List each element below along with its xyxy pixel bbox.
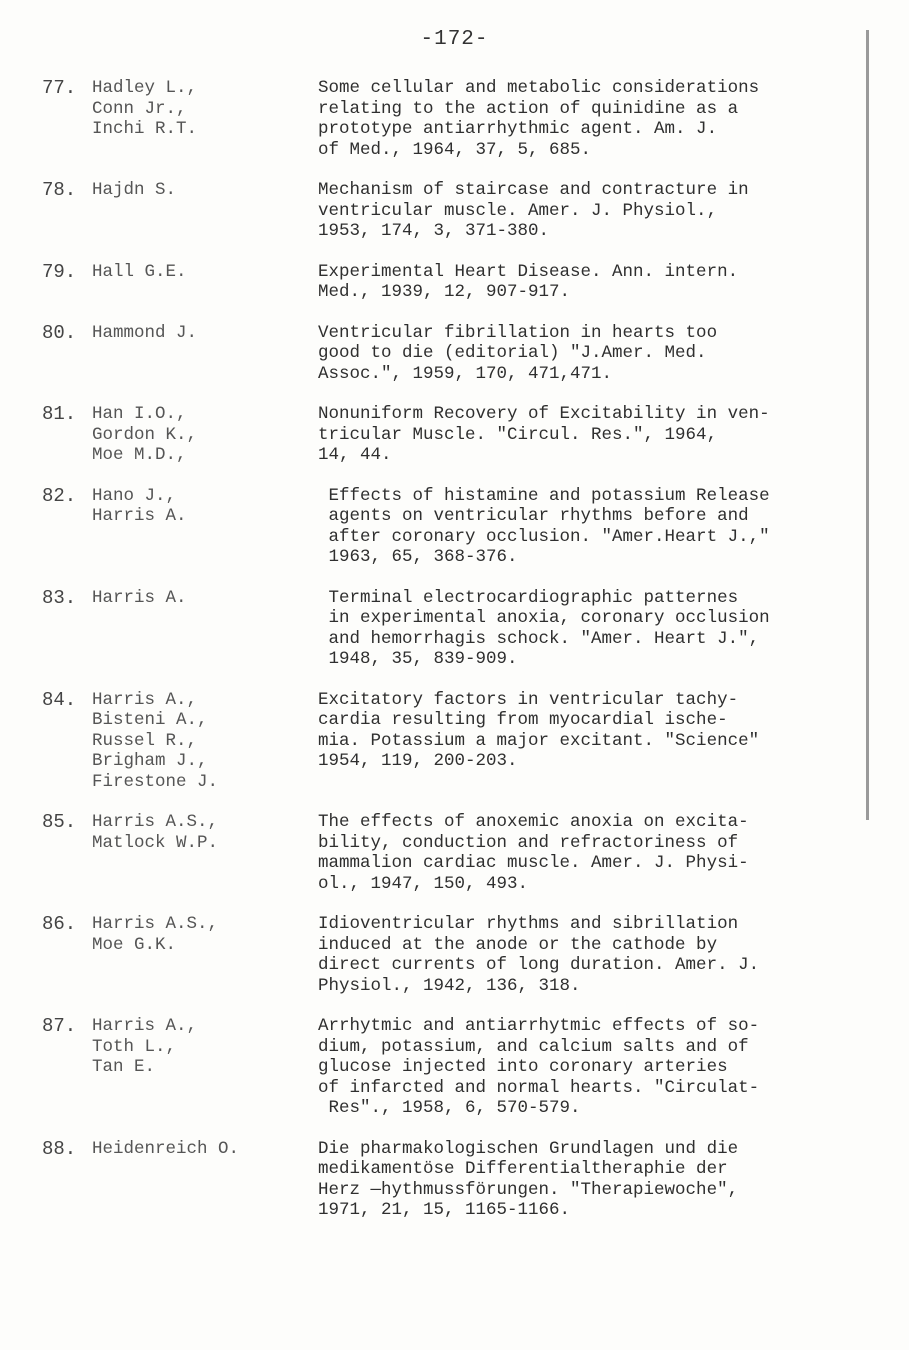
citation-line: after coronary occlusion. "Amer.Heart J.," [318,526,770,547]
citation-line: Terminal electrocardiographic patternes [318,587,739,608]
reference-number: 82. [42,484,77,507]
reference-citation [318,486,872,568]
reference-entry [42,180,872,242]
citation-line: tricular Muscle. "Circul. Res.", 1964, [318,424,718,445]
author-name: Moe G.K. [92,934,177,955]
reference-citation [318,690,872,793]
citation-line: mia. Potassium a major excitant. "Science" [318,730,760,751]
reference-entry [42,1139,872,1221]
author-name: Conn Jr., [92,98,187,119]
reference-authors [92,914,318,996]
reference-entry [42,486,872,568]
author-name: Harris A. [92,506,187,526]
citation-line: Res"., 1958, 6, 570-579. [318,1098,581,1118]
citation-line: Excitatory factors in ventricular tachy- [318,689,739,710]
citation-line: ventricular muscle. Amer. J. Physiol., [318,200,718,221]
reference-number: 79. [42,260,77,283]
reference-entry [42,914,872,996]
citation-line: of infarcted and normal hearts. "Circulat- [318,1077,760,1098]
citation-line: Idioventricular rhythms and sibrillation [318,914,739,934]
citation-line: 1953, 174, 3, 371-380. [318,221,550,241]
citation-line: medikamentöse Differentialtheraphie der [318,1159,728,1179]
citation-line: 1963, 65, 368-376. [318,547,518,567]
page-number: -172- [420,28,489,51]
reference-authors [92,1016,318,1119]
author-name: Harris A.S., [92,914,219,934]
reference-entry [42,323,872,385]
reference-entry [42,690,872,793]
reference-authors [92,588,318,670]
reference-number: 80. [42,321,77,344]
author-name: Toth L., [92,1036,177,1057]
citation-line: direct currents of long duration. Amer. J. [318,955,760,975]
reference-entry [42,262,872,303]
author-name: Harris A., [92,1016,198,1036]
author-name: Hammond J. [92,322,198,343]
citation-line: prototype antiarrhythmic agent. Am. J. [318,119,718,139]
reference-number: 87. [42,1015,77,1037]
reference-authors [92,1139,318,1221]
reference-number: 86. [42,913,77,935]
reference-entry [42,812,872,894]
reference-number: 88. [42,1137,77,1160]
author-name: Han I.O., [92,404,187,424]
reference-entry [42,1016,872,1119]
reference-authors [92,180,318,242]
author-name: Hajdn S. [92,180,177,200]
reference-authors [92,812,318,894]
author-name: Hall G.E. [92,261,187,282]
reference-authors [92,486,318,568]
reference-entry [42,588,872,670]
citation-line: Arrhytmic and antiarrhytmic effects of so- [318,1016,760,1036]
reference-citation [318,588,872,670]
citation-line: Die pharmakologischen Grundlagen und die [318,1138,739,1159]
reference-citation [318,180,872,242]
reference-citation [318,404,872,466]
author-name: Russel R., [92,730,198,751]
reference-number: 81. [42,403,77,425]
reference-list [42,78,872,1241]
reference-citation [318,1139,872,1221]
author-name: Firestone J. [92,771,219,792]
reference-citation [318,78,872,160]
reference-authors [92,690,318,793]
citation-line: in experimental anoxia, coronary occlusion [318,608,770,628]
reference-citation [318,1016,872,1119]
reference-citation [318,262,872,303]
author-name: Hano J., [92,485,177,506]
reference-number: 84. [42,688,77,711]
citation-line: glucose injected into coronary arteries [318,1057,728,1077]
citation-line: of Med., 1964, 37, 5, 685. [318,139,592,160]
reference-citation [318,914,872,996]
citation-line: good to die (editorial) "J.Amer. Med. [318,343,707,363]
reference-entry [42,78,872,160]
citation-line: bility, conduction and refractoriness of [318,832,739,853]
reference-number: 83. [42,586,77,609]
citation-line: The effects of anoxemic anoxia on excita- [318,812,749,832]
reference-number: 77. [42,77,77,99]
citation-line: Mechanism of staircase and contracture in [318,180,749,200]
citation-line: Assoc.", 1959, 170, 471,471. [318,363,613,384]
citation-line: Some cellular and metabolic considerations [318,78,760,98]
author-name: Bisteni A., [92,710,208,730]
citation-line: ol., 1947, 150, 493. [318,873,529,894]
author-name: Matlock W.P. [92,832,219,853]
author-name: Tan E. [92,1057,156,1077]
reference-authors [92,323,318,385]
citation-line: 1948, 35, 839-909. [318,649,518,669]
reference-entry [42,404,872,466]
author-name: Brigham J., [92,751,208,771]
citation-line: and hemorrhagis schock. "Amer. Heart J.", [318,628,760,649]
author-name: Harris A. [92,587,187,608]
citation-line: Physiol., 1942, 136, 318. [318,975,581,996]
author-name: Harris A.S., [92,812,219,832]
citation-line: dium, potassium, and calcium salts and of [318,1036,749,1057]
citation-line: induced at the anode or the cathode by [318,934,718,955]
reference-citation [318,323,872,385]
citation-line: cardia resulting from myocardial ische- [318,710,728,730]
citation-line: Effects of histamine and potassium Release [318,485,770,506]
citation-line: relating to the action of quinidine as a [318,98,739,119]
reference-number: 78. [42,179,77,201]
citation-line: Experimental Heart Disease. Ann. intern. [318,261,739,282]
citation-line: Nonuniform Recovery of Excitability in ven- [318,404,770,424]
citation-line: Ventricular fibrillation in hearts too [318,322,718,343]
author-name: Hadley L., [92,78,198,98]
citation-line: 1971, 21, 15, 1165-1166. [318,1200,571,1220]
reference-citation [318,812,872,894]
author-name: Inchi R.T. [92,119,198,139]
reference-authors [92,262,318,303]
citation-line: mammalion cardiac muscle. Amer. J. Physi- [318,853,749,873]
author-name: Gordon K., [92,424,198,445]
reference-number: 85. [42,811,77,833]
author-name: Harris A., [92,689,198,710]
author-name: Heidenreich O. [92,1138,240,1159]
citation-line: Med., 1939, 12, 907-917. [318,282,571,302]
author-name: Moe M.D., [92,445,187,465]
reference-authors [92,78,318,160]
citation-line: agents on ventricular rhythms before and [318,506,749,526]
reference-authors [92,404,318,466]
citation-line: Herz —hythmussförungen. "Therapiewoche", [318,1179,739,1200]
citation-line: 14, 44. [318,445,392,465]
citation-line: 1954, 119, 200-203. [318,751,518,771]
